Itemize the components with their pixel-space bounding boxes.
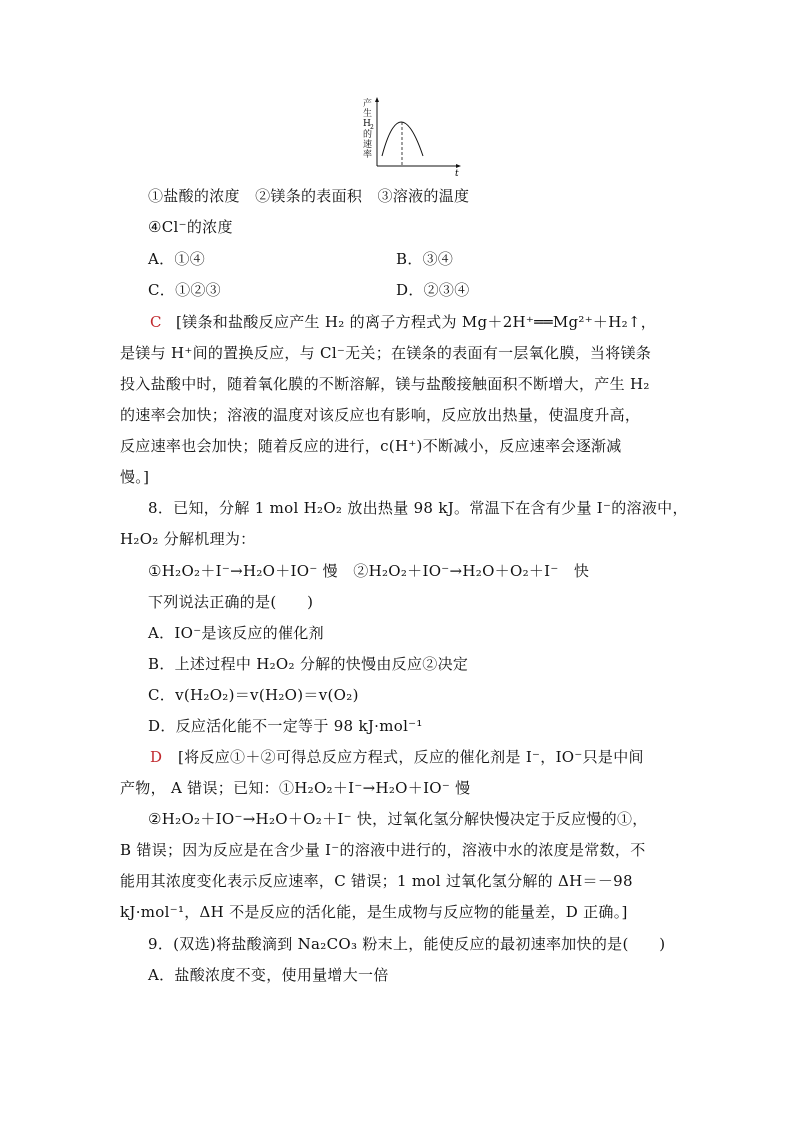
q7-options-row1: ①盐酸的浓度 ②镁条的表面积 ③溶液的温度: [148, 187, 470, 205]
ylabel-subscript: 2: [370, 124, 374, 131]
q8-choice-c: C．v(H₂O₂)＝v(H₂O)＝v(O₂): [148, 686, 359, 704]
q8-choice-a: A．IO⁻是该反应的催化剂: [148, 624, 324, 642]
q9-stem: 9．(双选)将盐酸滴到 Na₂CO₃ 粉末上，能使反应的最初速率加快的是( ): [148, 935, 666, 953]
rate-curve: [382, 122, 423, 156]
q8-explanation-line: B 错误；因为反应是在含少量 I⁻的溶液中进行的，溶液中水的浓度是常数，不: [120, 841, 646, 859]
ylabel-char: 率: [363, 150, 373, 160]
ylabel-char: H: [363, 119, 371, 129]
x-axis-label: t: [455, 169, 459, 176]
q8-stem-line: H₂O₂ 分解机理为：: [120, 530, 256, 548]
q7-choice-d: D．②③④: [396, 281, 470, 299]
q9-choice-a: A．盐酸浓度不变，使用量增大一倍: [148, 966, 389, 984]
q8-answer-letter: D: [150, 748, 163, 766]
q7-explanation-line: [镁条和盐酸反应产生 H₂ 的离子方程式为 Mg＋2H⁺══Mg²⁺＋H₂↑，: [176, 313, 657, 331]
x-axis-arrow: [456, 164, 461, 168]
rate-time-graph: [360, 96, 470, 176]
q7-choice-c: C．①②③: [148, 281, 221, 299]
y-axis-arrow: [375, 97, 379, 102]
q8-explanation-line: kJ·mol⁻¹，ΔH 不是反应的活化能，是生成物与反应物的能量差，D 正确。]: [120, 903, 628, 921]
q7-choice-a: A．①④: [148, 250, 206, 268]
q8-stem-line: 8．已知，分解 1 mol H₂O₂ 放出热量 98 kJ。常温下在含有少量 I⁻的溶液中，: [148, 499, 688, 517]
q7-explanation-line: 反应速率也会加快；随着反应的进行，c(H⁺)不断减小，反应速率会逐渐减: [120, 437, 622, 455]
q7-explanation-line: 投入盐酸中时，随着氧化膜的不断溶解，镁与盐酸接触面积不断增大，产生 H₂: [120, 375, 650, 393]
ylabel-char: 的: [363, 130, 373, 140]
q8-choice-b: B．上述过程中 H₂O₂ 分解的快慢由反应②决定: [148, 655, 469, 673]
ylabel-char: 生: [363, 109, 373, 119]
q8-ask: 下列说法正确的是( ): [148, 593, 314, 611]
q7-explanation-line: 是镁与 H⁺间的置换反应，与 Cl⁻无关；在镁条的表面有一层氧化膜，当将镁条: [120, 344, 652, 362]
q8-choice-d: D．反应活化能不一定等于 98 kJ·mol⁻¹: [148, 717, 423, 735]
q8-explanation-line: [将反应①＋②可得总反应方程式，反应的催化剂是 I⁻，IO⁻只是中间: [178, 748, 644, 766]
q8-explanation-line: 产物， A 错误；已知：①H₂O₂＋I⁻→H₂O＋IO⁻ 慢: [120, 779, 471, 797]
q8-explanation-line: 能用其浓度变化表示反应速率，C 错误；1 mol 过氧化氢分解的 ΔH＝－98: [120, 872, 633, 890]
q7-choice-b: B．③④: [396, 250, 454, 268]
q8-explanation-line: ②H₂O₂＋IO⁻→H₂O＋O₂＋I⁻ 快，过氧化氢分解快慢决定于反应慢的①，: [148, 810, 648, 828]
ylabel-char: 产: [363, 99, 373, 109]
q7-explanation-line: 慢。]: [120, 468, 150, 486]
q7-explanation-line: 的速率会加快；溶液的温度对该反应也有影响，反应放出热量，使温度升高，: [120, 406, 641, 424]
q8-mechanism: ①H₂O₂＋I⁻→H₂O＋IO⁻ 慢 ②H₂O₂＋IO⁻→H₂O＋O₂＋I⁻ 快: [148, 562, 590, 580]
q7-options-row2: ④Cl⁻的浓度: [148, 218, 233, 236]
q7-answer-letter: C: [150, 313, 162, 331]
ylabel-char: 速: [363, 140, 373, 150]
